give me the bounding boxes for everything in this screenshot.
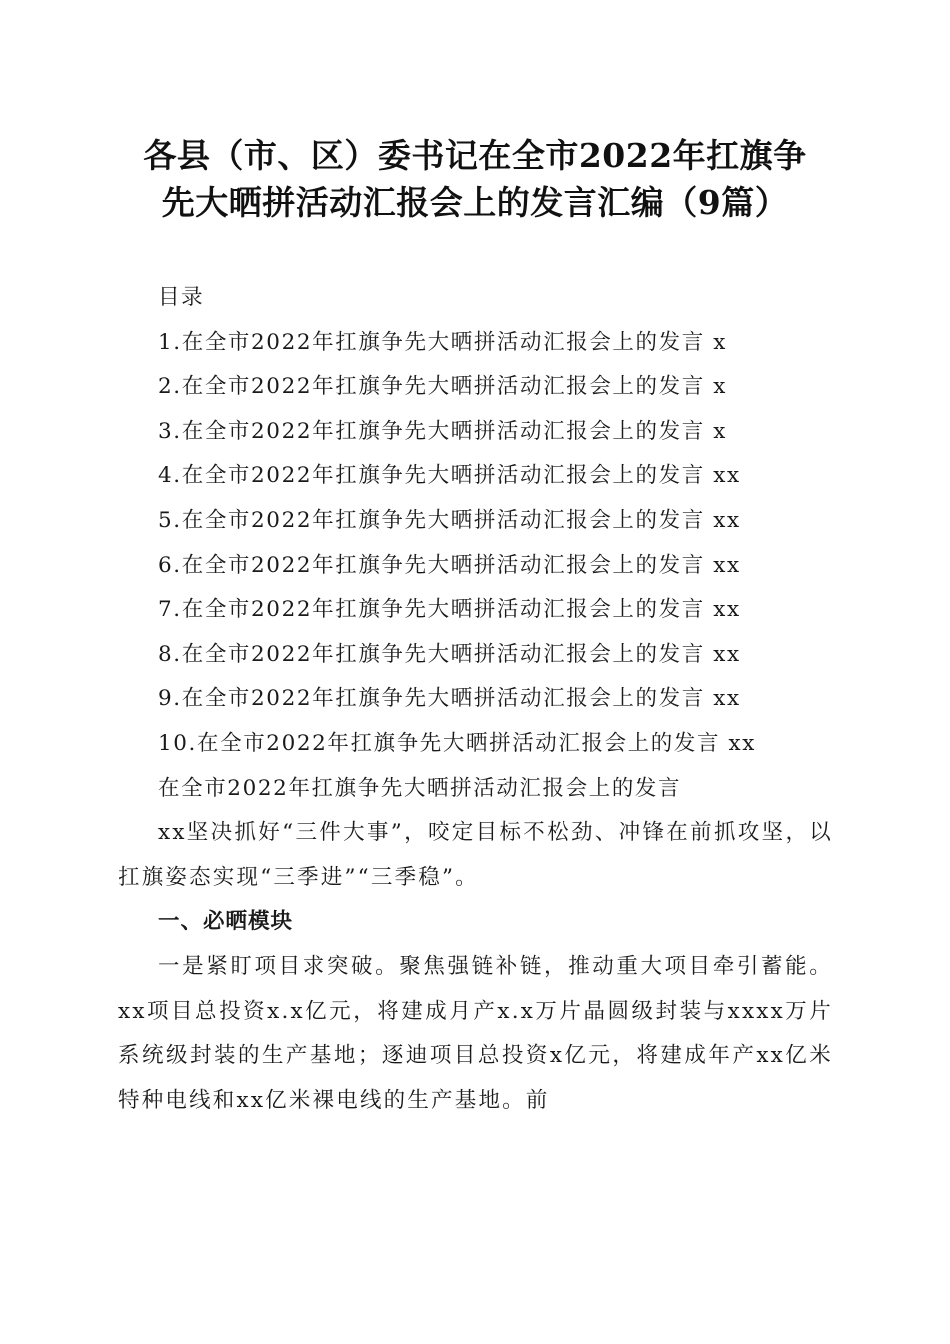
body-paragraph: 一是紧盯项目求突破。聚焦强链补链，推动重大项目牵引蓄能。xx项目总投资x.x亿元，将建成月产x.x万片晶圆级封装与xxxx万片系统级封装的生产基地；逐迪项目总投资x亿元，将建成年产xx亿米特种电线和xx亿米裸电线的生产基地。前 <box>118 953 833 1113</box>
toc-item: 1.在全市2022年扛旗争先大晒拼活动汇报会上的发言 x <box>158 329 727 355</box>
toc-item: 5.在全市2022年扛旗争先大晒拼活动汇报会上的发言 xx <box>158 507 741 533</box>
title-line-1: 各县（市、区）委书记在全市2022年扛旗争 <box>143 136 807 175</box>
toc-item: 8.在全市2022年扛旗争先大晒拼活动汇报会上的发言 xx <box>158 641 741 667</box>
toc-item: 7.在全市2022年扛旗争先大晒拼活动汇报会上的发言 xx <box>158 597 741 623</box>
document-title <box>110 132 840 226</box>
toc-item: 10.在全市2022年扛旗争先大晒拼活动汇报会上的发言 xx <box>158 730 756 756</box>
toc-heading: 目录 <box>158 285 205 310</box>
intro-paragraph: xx坚决抓好“三件大事”，咬定目标不松劲、冲锋在前抓攻坚，以扛旗姿态实现“三季进”“三季稳”。 <box>118 820 833 890</box>
title-line-2: 先大晒拼活动汇报会上的发言汇编（9篇） <box>161 183 789 222</box>
section-heading: 一、必晒模块 <box>158 909 294 935</box>
toc-item: 4.在全市2022年扛旗争先大晒拼活动汇报会上的发言 xx <box>158 463 741 489</box>
document-body <box>118 276 833 1123</box>
speech-title: 在全市2022年扛旗争先大晒拼活动汇报会上的发言 <box>158 775 682 801</box>
toc-item: 6.在全市2022年扛旗争先大晒拼活动汇报会上的发言 xx <box>158 552 741 578</box>
toc-item: 2.在全市2022年扛旗争先大晒拼活动汇报会上的发言 x <box>158 374 727 400</box>
toc-item: 9.在全市2022年扛旗争先大晒拼活动汇报会上的发言 xx <box>158 686 741 712</box>
toc-item: 3.在全市2022年扛旗争先大晒拼活动汇报会上的发言 x <box>158 418 727 444</box>
table-of-contents <box>118 321 833 767</box>
